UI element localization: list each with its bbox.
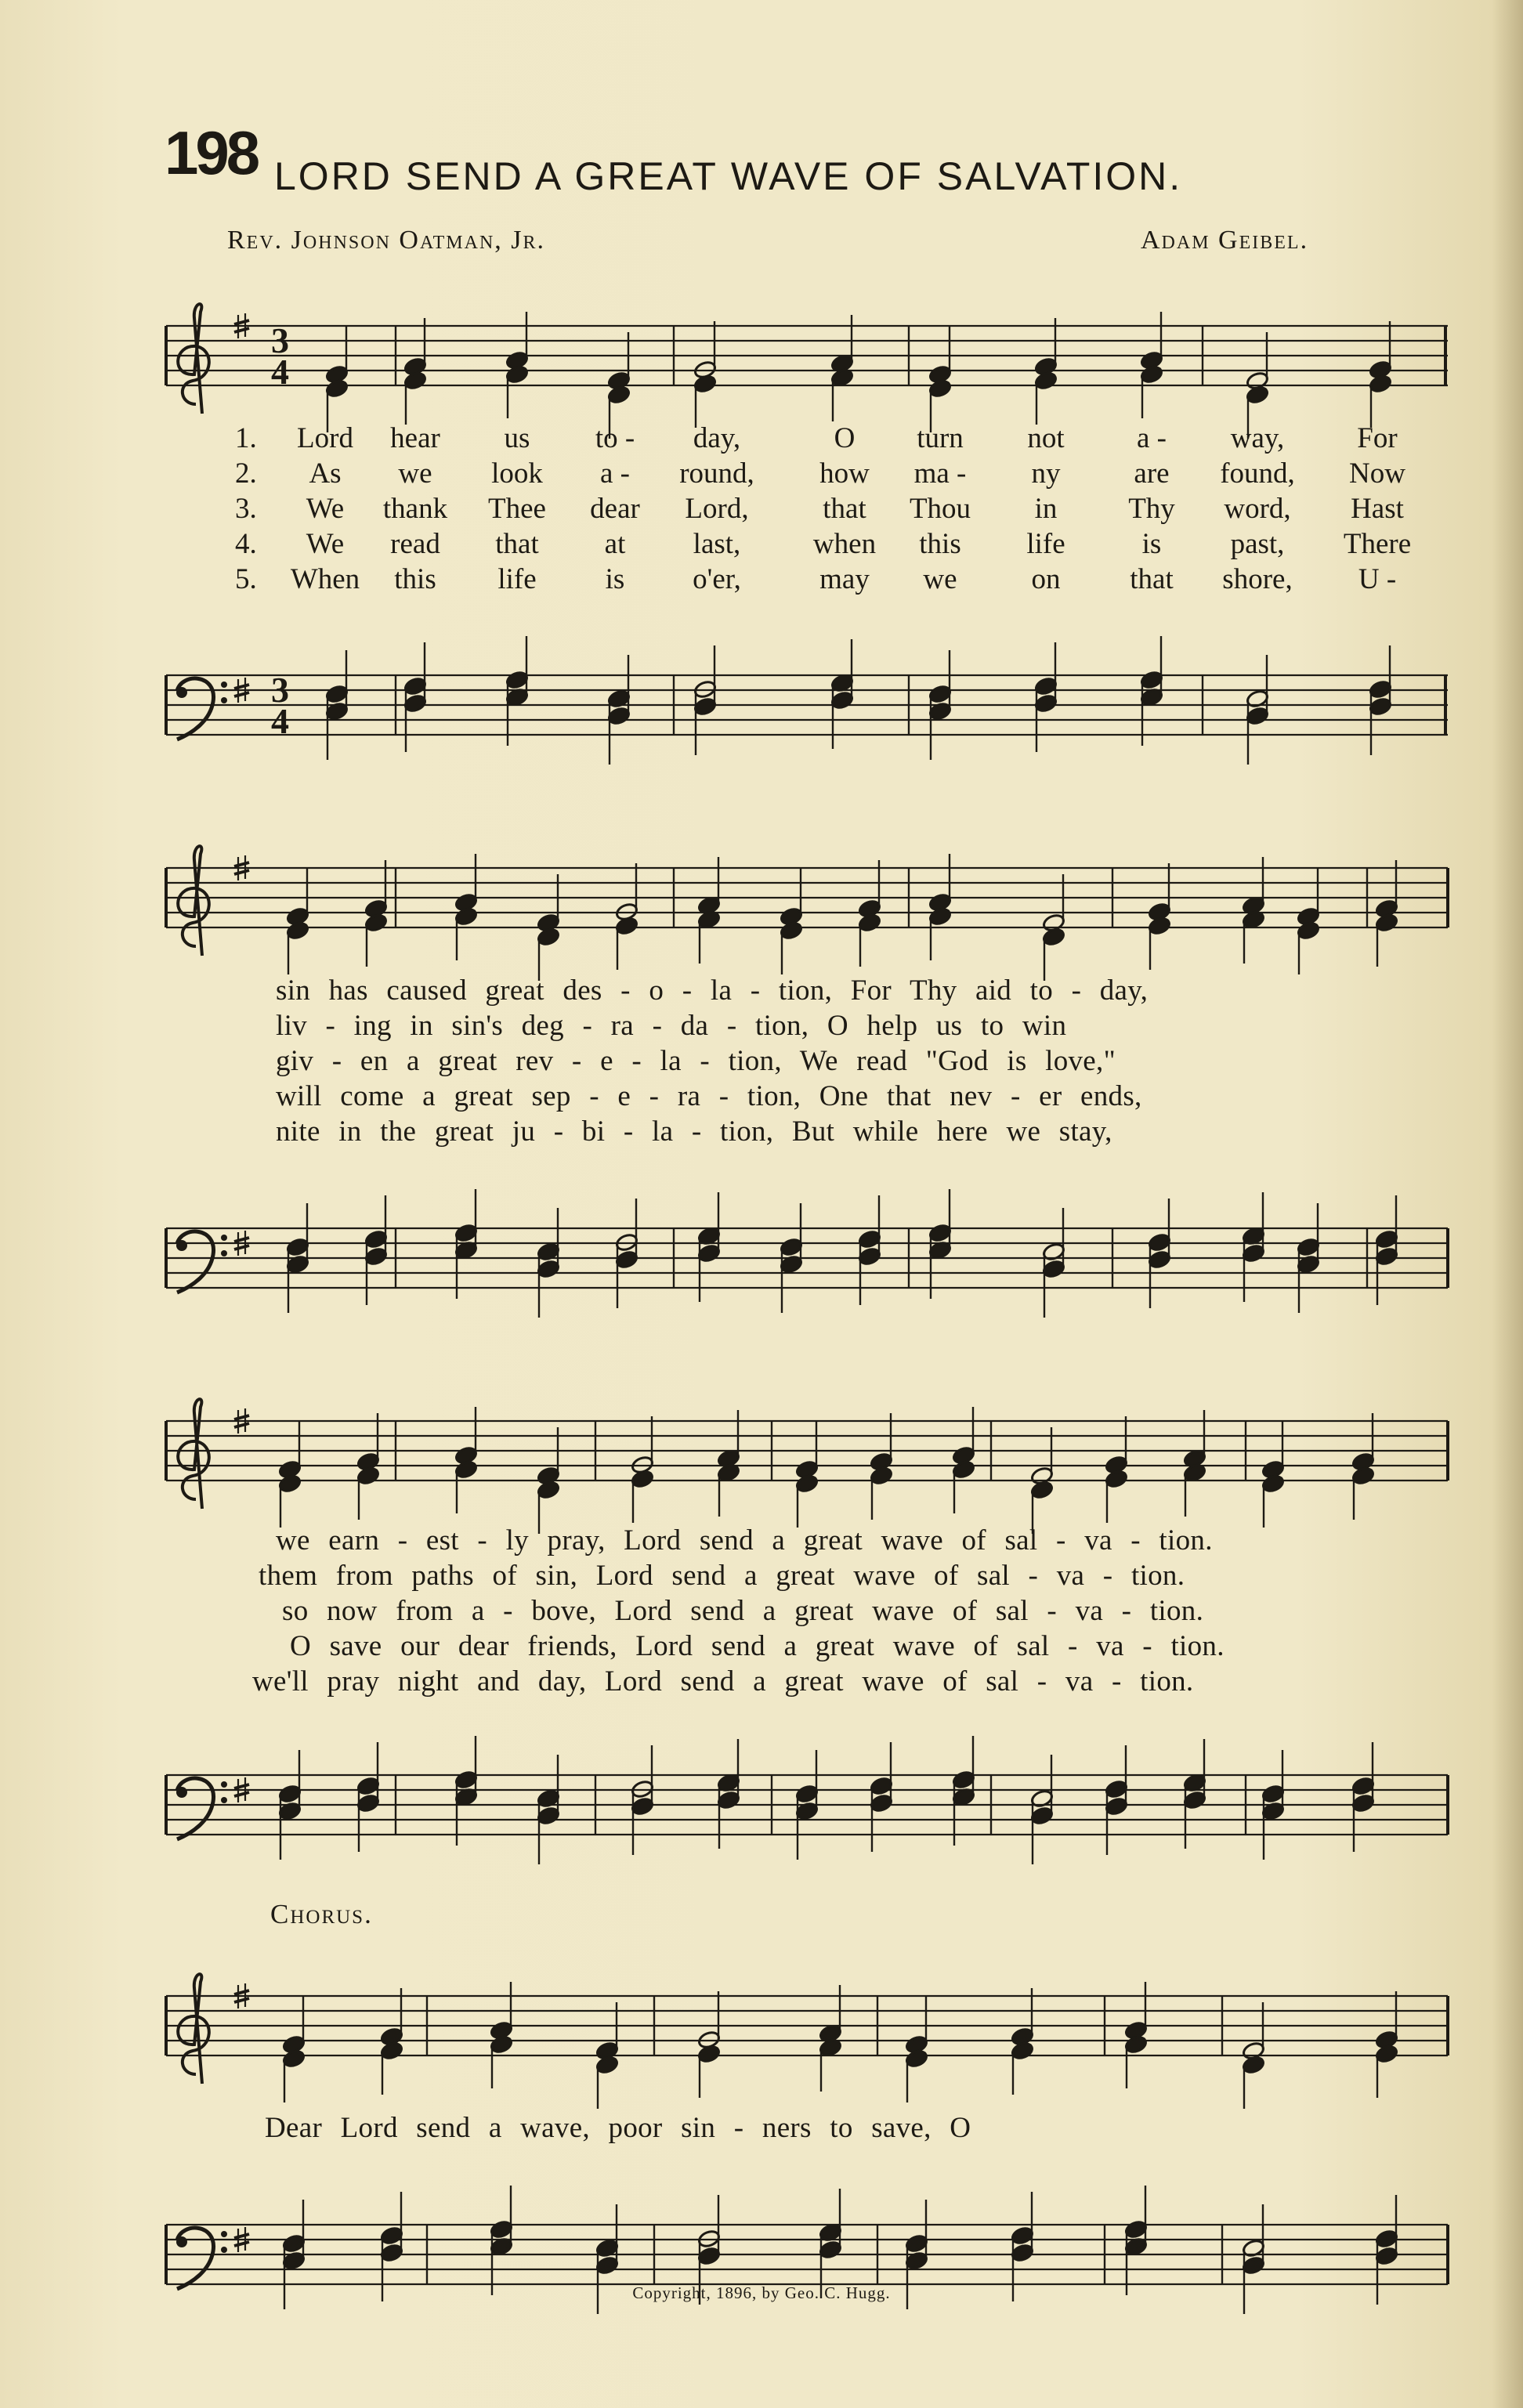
system-1-bass-staff	[0, 644, 1523, 761]
lyric-syllable: hear	[390, 422, 440, 454]
lyric-syllable: Thy	[1128, 493, 1175, 525]
treble-clef-icon	[178, 1399, 209, 1509]
lyric-syllable: is	[605, 563, 625, 595]
treble-clef-icon	[178, 1974, 209, 2084]
lyric-syllable: We	[306, 528, 345, 560]
lyric-line: nite in the great ju - bi - la - tion, But while here we stay,	[276, 1115, 1112, 1148]
lyric-line	[0, 457, 1523, 491]
lyric-syllable: Thou	[909, 493, 971, 525]
lyric-syllable: life	[497, 563, 537, 595]
lyric-syllable: is	[1141, 528, 1162, 560]
svg-text:4: 4	[271, 701, 289, 741]
lyric-syllable: shore,	[1222, 563, 1293, 595]
notes	[325, 636, 1392, 765]
time-signature	[271, 320, 289, 392]
lyric-syllable: Lord,	[685, 493, 749, 525]
chorus-lyric-line: Dear Lord send a wave, poor sin - ners to save, O	[265, 2112, 971, 2144]
lyric-syllable: Thee	[488, 493, 546, 525]
lyric-syllable: we	[398, 457, 432, 490]
lyric-line	[0, 492, 1523, 526]
lyric-syllable: ny	[1031, 457, 1061, 490]
verse-number-1: 1.	[235, 422, 257, 454]
lyric-line: giv - en a great rev - e - la - tion, We read "God is love,"	[276, 1045, 1116, 1077]
lyric-line: liv - ing in sin's deg - ra - da - tion, O help us to win	[276, 1010, 1067, 1042]
lyric-syllable: Lord	[297, 422, 353, 454]
lyric-line: we earn - est - ly pray, Lord send a great wave of sal - va - tion.	[276, 1524, 1213, 1557]
lyric-syllable: not	[1027, 422, 1065, 454]
lyric-syllable: thank	[382, 493, 448, 525]
svg-text:3: 3	[271, 320, 289, 360]
chorus-treble-staff	[0, 1965, 1523, 2090]
lyric-syllable: o'er,	[693, 563, 741, 595]
treble-clef-icon	[178, 304, 209, 414]
system-1-treble-staff	[0, 295, 1523, 420]
lyric-line: so now from a - bove, Lord send a great wave of sal - va - tion.	[282, 1595, 1204, 1627]
lyric-syllable: We	[306, 493, 345, 525]
lyric-syllable: past,	[1230, 528, 1285, 560]
system-3-treble-staff	[0, 1390, 1523, 1515]
lyric-line: sin has caused great des - o - la - tion, For Thy aid to - day,	[276, 974, 1149, 1007]
lyric-syllable: this	[919, 528, 961, 560]
lyric-syllable: that	[823, 493, 866, 525]
lyric-syllable: that	[495, 528, 539, 560]
notes	[286, 854, 1398, 981]
lyric-syllable: when	[812, 528, 877, 560]
lyric-line	[0, 527, 1523, 562]
notes	[278, 1407, 1375, 1534]
lyric-line	[0, 562, 1523, 597]
lyric-syllable: us	[504, 422, 530, 454]
system-2-bass-staff	[0, 1197, 1523, 1314]
lyric-syllable: to -	[595, 422, 635, 454]
lyric-line: O save our dear friends, Lord send a great wave of sal - va - tion.	[290, 1630, 1225, 1662]
lyric-syllable: As	[309, 457, 342, 490]
notes	[278, 1736, 1375, 1864]
system-3-bass-staff	[0, 1744, 1523, 1861]
lyric-syllable: ma -	[913, 457, 967, 490]
notes	[286, 1189, 1398, 1318]
lyric-syllable: in	[1034, 493, 1058, 525]
lyric-syllable: U -	[1358, 563, 1397, 595]
lyric-syllable: that	[1130, 563, 1174, 595]
lyric-syllable: word,	[1224, 493, 1291, 525]
svg-text:4: 4	[271, 352, 289, 392]
lyricist-credit: Rev. Johnson Oatman, Jr.	[227, 226, 546, 255]
notes	[325, 312, 1392, 439]
lyric-syllable: life	[1026, 528, 1065, 560]
lyric-syllable: this	[394, 563, 436, 595]
chorus-label: Chorus.	[270, 1899, 373, 1929]
lyric-syllable: dear	[590, 493, 640, 525]
lyric-syllable: There	[1343, 528, 1412, 560]
time-signature	[271, 670, 289, 741]
lyric-syllable: we	[923, 563, 957, 595]
bass-clef-icon	[176, 678, 227, 739]
lyric-syllable: round,	[679, 457, 754, 490]
lyric-line: them from paths of sin, Lord send a great wave of sal - va - tion.	[259, 1560, 1185, 1592]
lyric-syllable: at	[604, 528, 626, 560]
lyric-syllable: O	[834, 422, 856, 454]
verse-number-3: 3.	[235, 493, 257, 525]
lyric-syllable: a -	[600, 457, 630, 490]
lyric-line: will come a great sep - e - ra - tion, One that nev - er ends,	[276, 1080, 1142, 1112]
notes	[282, 1982, 1398, 2109]
verse-number-4: 4.	[235, 528, 257, 560]
lyric-line: we'll pray night and day, Lord send a great wave of sal - va - tion.	[252, 1665, 1194, 1698]
verse-number-2: 2.	[235, 457, 257, 490]
staff-lines	[166, 1996, 1448, 2055]
lyric-syllable: read	[390, 528, 440, 560]
lyric-syllable: For	[1357, 422, 1398, 454]
lyric-syllable: Hast	[1351, 493, 1404, 525]
lyric-syllable: a -	[1137, 422, 1167, 454]
verse-number-5: 5.	[235, 563, 257, 595]
bass-clef-icon	[176, 1778, 227, 1839]
lyric-syllable: look	[491, 457, 543, 490]
lyric-syllable: day,	[693, 422, 741, 454]
bass-clef-icon	[176, 2228, 227, 2289]
system-2-treble-staff	[0, 837, 1523, 962]
lyric-syllable: are	[1134, 457, 1170, 490]
lyric-syllable: found,	[1220, 457, 1295, 490]
composer-credit: Adam Geibel.	[1141, 226, 1309, 255]
svg-text:3: 3	[271, 670, 289, 710]
lyric-syllable: Now	[1349, 457, 1405, 490]
lyric-syllable: may	[819, 563, 870, 595]
lyric-syllable: last,	[693, 528, 741, 560]
copyright-notice: Copyright, 1896, by Geo. C. Hugg.	[632, 2283, 891, 2302]
lyric-line	[0, 421, 1523, 456]
lyric-syllable: on	[1031, 563, 1061, 595]
lyric-syllable: how	[819, 457, 870, 490]
hymn-number: 198	[165, 118, 258, 187]
lyric-syllable: way,	[1230, 422, 1285, 454]
treble-clef-icon	[178, 846, 209, 956]
hymn-title: LORD SEND A GREAT WAVE OF SALVATION.	[274, 154, 1183, 198]
lyric-syllable: When	[290, 563, 360, 595]
staff-lines	[166, 326, 1448, 385]
bass-clef-icon	[176, 1231, 227, 1293]
lyric-syllable: turn	[917, 422, 964, 454]
